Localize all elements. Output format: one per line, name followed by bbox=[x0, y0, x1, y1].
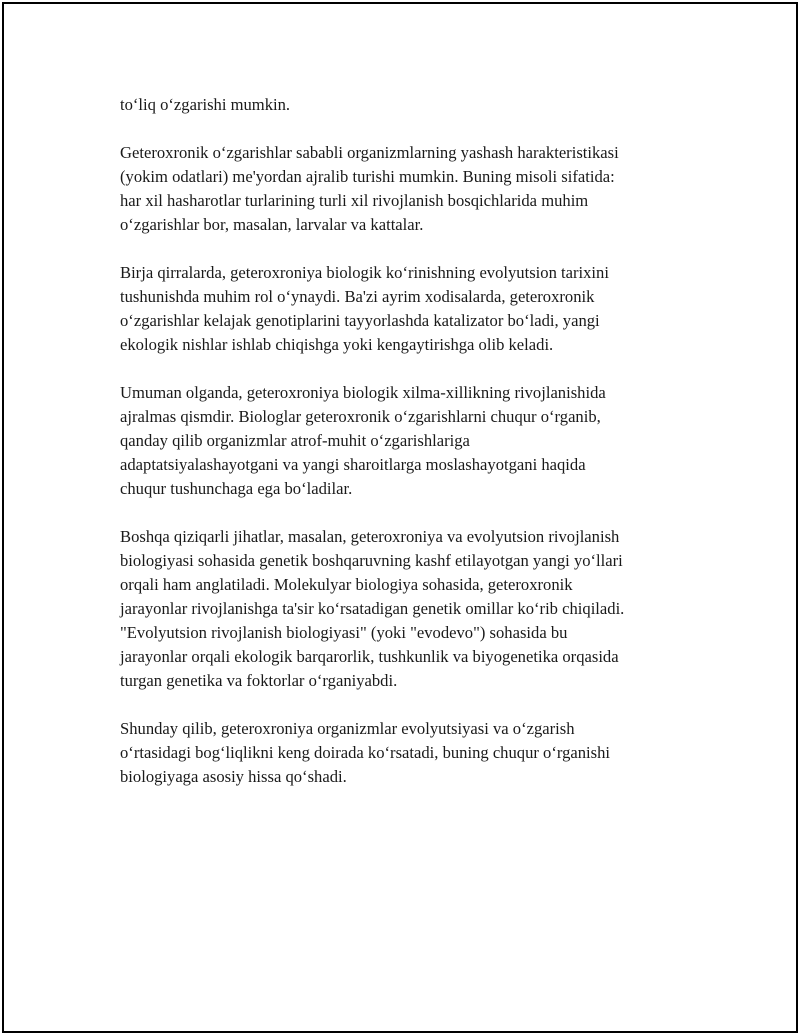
text-line: Birja qirralarda, geteroxroniya biologik ko‘rinishning evolyutsion tarixini bbox=[120, 263, 609, 282]
paragraph-5 bbox=[120, 525, 700, 693]
text-line: adaptatsiyalashayotgani va yangi sharoitlarga moslashayotgani haqida bbox=[120, 455, 586, 474]
document-body bbox=[120, 93, 700, 813]
text-line: ekologik nishlar ishlab chiqishga yoki kengaytirishga olib keladi. bbox=[120, 335, 554, 354]
text-line: Geteroxronik o‘zgarishlar sababli organizmlarning yashash harakteristikasi bbox=[120, 143, 619, 162]
paragraph-3 bbox=[120, 261, 700, 357]
paragraph-1 bbox=[120, 93, 700, 117]
text-line: chuqur tushunchaga ega bo‘ladilar. bbox=[120, 479, 353, 498]
text-line: o‘zgarishlar bor, masalan, larvalar va kattalar. bbox=[120, 215, 424, 234]
text-line: "Evolyutsion rivojlanish biologiyasi" (yoki "evodevo") sohasida bu bbox=[120, 623, 568, 642]
text-line: ajralmas qismdir. Biologlar geteroxronik o‘zgarishlarni chuqur o‘rganib, bbox=[120, 407, 601, 426]
text-line: Boshqa qiziqarli jihatlar, masalan, geteroxroniya va evolyutsion rivojlanish bbox=[120, 527, 620, 546]
text-line: biologiyaga asosiy hissa qo‘shadi. bbox=[120, 767, 347, 786]
text-line: turgan genetika va foktorlar o‘rganiyabdi. bbox=[120, 671, 398, 690]
text-line: to‘liq o‘zgarishi mumkin. bbox=[120, 95, 291, 114]
text-line: orqali ham anglatiladi. Molekulyar biologiya sohasida, geteroxronik bbox=[120, 575, 573, 594]
text-line: har xil hasharotlar turlarining turli xil rivojlanish bosqichlarida muhim bbox=[120, 191, 589, 210]
text-line: biologiyasi sohasida genetik boshqaruvning kashf etilayotgan yangi yo‘llari bbox=[120, 551, 623, 570]
document-page bbox=[2, 2, 798, 1033]
paragraph-4 bbox=[120, 381, 700, 501]
text-line: jarayonlar orqali ekologik barqarorlik, tushkunlik va biyogenetika orqasida bbox=[120, 647, 619, 666]
text-line: tushunishda muhim rol o‘ynaydi. Ba'zi ayrim xodisalarda, geteroxronik bbox=[120, 287, 595, 306]
text-line: (yokim odatlari) me'yordan ajralib turishi mumkin. Buning misoli sifatida: bbox=[120, 167, 615, 186]
text-line: Shunday qilib, geteroxroniya organizmlar evolyutsiyasi va o‘zgarish bbox=[120, 719, 575, 738]
paragraph-6 bbox=[120, 717, 700, 789]
paragraph-2 bbox=[120, 141, 700, 237]
text-line: o‘zgarishlar kelajak genotiplarini tayyorlashda katalizator bo‘ladi, yangi bbox=[120, 311, 600, 330]
text-line: jarayonlar rivojlanishga ta'sir ko‘rsatadigan genetik omillar ko‘rib chiqiladi. bbox=[120, 599, 625, 618]
text-line: o‘rtasidagi bog‘liqlikni keng doirada ko‘rsatadi, buning chuqur o‘rganishi bbox=[120, 743, 611, 762]
text-line: Umuman olganda, geteroxroniya biologik xilma-xillikning rivojlanishida bbox=[120, 383, 606, 402]
text-line: qanday qilib organizmlar atrof-muhit o‘zgarishlariga bbox=[120, 431, 470, 450]
